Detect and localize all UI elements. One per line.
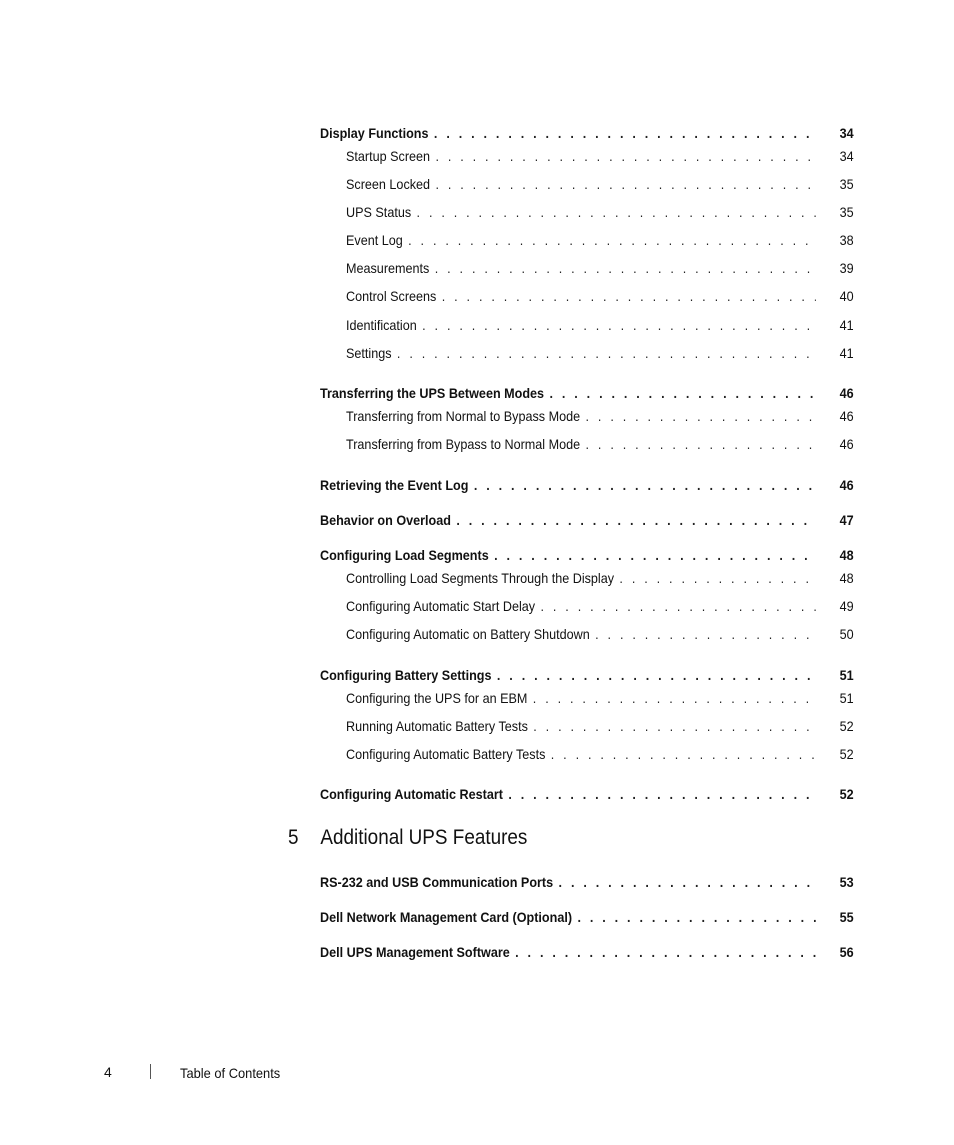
toc-entry-title: Configuring Battery Settings xyxy=(320,667,492,683)
toc-subsection-entry xyxy=(346,744,854,764)
toc-entry-title: Running Automatic Battery Tests xyxy=(346,718,528,734)
toc-page-number: 52 xyxy=(839,718,854,734)
toc-leader-dots xyxy=(435,174,815,194)
toc-page-number: 41 xyxy=(839,345,854,361)
toc-entry-title: Retrieving the Event Log xyxy=(320,477,469,493)
toc-page-number: 52 xyxy=(839,746,854,762)
toc-page-number: 46 xyxy=(839,408,854,424)
toc-subsection-entry xyxy=(346,343,854,363)
toc-entry-title: Display Functions xyxy=(320,125,429,141)
toc-section-entry xyxy=(320,872,854,892)
toc-entry-title: Configuring Automatic Battery Tests xyxy=(346,746,546,762)
toc-section-entry xyxy=(320,907,854,927)
toc-entry-title: Transferring from Normal to Bypass Mode xyxy=(346,408,581,424)
toc-page-number: 34 xyxy=(839,148,854,164)
toc-page-number: 49 xyxy=(839,598,854,614)
toc-leader-dots xyxy=(533,688,816,708)
toc-leader-dots xyxy=(508,784,816,804)
toc-section-entry xyxy=(320,383,854,403)
toc-subsection-entry xyxy=(346,688,854,708)
toc-subsection-entry xyxy=(346,258,854,278)
toc-entry-title: Dell UPS Management Software xyxy=(320,944,510,960)
toc-page-number: 46 xyxy=(839,477,854,493)
toc-page-number: 46 xyxy=(839,385,854,401)
toc-subsection-entry xyxy=(346,716,854,736)
toc-subsection-entry xyxy=(346,624,854,644)
toc-entry-title: Transferring the UPS Between Modes xyxy=(320,385,545,401)
toc-page-number: 56 xyxy=(839,944,854,960)
toc-subsection-entry xyxy=(346,596,854,616)
toc-section-entry xyxy=(320,942,854,962)
toc-leader-dots xyxy=(397,343,816,363)
chapter-number: 5 xyxy=(288,826,299,849)
toc-subsection-entry xyxy=(346,406,854,426)
toc-section-entry xyxy=(320,545,854,565)
toc-leader-dots xyxy=(559,872,816,892)
toc-section-entry xyxy=(320,784,854,804)
toc-entry-title: Configuring the UPS for an EBM xyxy=(346,690,528,706)
toc-entry-title: Configuring Automatic on Battery Shutdown xyxy=(346,626,590,642)
toc-entry-title: Startup Screen xyxy=(346,148,431,164)
toc-leader-dots xyxy=(408,230,816,250)
footer-divider xyxy=(150,1064,151,1079)
toc-page-number: 39 xyxy=(839,260,854,276)
toc-subsection-entry xyxy=(346,202,854,222)
toc-subsection-entry xyxy=(346,286,854,306)
toc-entry-title: Configuring Automatic Start Delay xyxy=(346,598,536,614)
toc-page-number: 51 xyxy=(839,690,854,706)
toc-page-number: 52 xyxy=(839,786,854,802)
toc-entry-title: Controlling Load Segments Through the Display xyxy=(346,570,615,586)
toc-subsection-entry xyxy=(346,174,854,194)
toc-entry-title: Event Log xyxy=(346,232,403,248)
toc-section-entry xyxy=(320,510,854,530)
toc-leader-dots xyxy=(595,624,816,644)
toc-leader-dots xyxy=(435,258,816,278)
toc-page-number: 41 xyxy=(839,317,854,333)
toc-entry-title: RS-232 and USB Communication Ports xyxy=(320,874,554,890)
toc-subsection-entry xyxy=(346,146,854,166)
toc-entry-title: Screen Locked xyxy=(346,176,431,192)
toc-entry-title: Dell Network Management Card (Optional) xyxy=(320,909,573,925)
chapter-heading xyxy=(288,826,527,852)
toc-page-number: 55 xyxy=(839,909,854,925)
toc-page-number: 40 xyxy=(839,288,854,304)
toc-page-number: 47 xyxy=(839,512,854,528)
toc-section-entry xyxy=(320,123,854,143)
toc-section-entry xyxy=(320,665,854,685)
toc-leader-dots xyxy=(586,434,816,454)
footer-section-title: Table of Contents xyxy=(180,1065,281,1081)
toc-entry-title: Transferring from Bypass to Normal Mode xyxy=(346,436,581,452)
toc-leader-dots xyxy=(494,545,816,565)
toc-page-number: 38 xyxy=(839,232,854,248)
toc-page-number: 48 xyxy=(839,570,854,586)
toc-subsection-entry xyxy=(346,568,854,588)
toc-page-number: 46 xyxy=(839,436,854,452)
toc-page-number: 34 xyxy=(839,125,854,141)
toc-page-number: 50 xyxy=(839,626,854,642)
toc-entry-title: Configuring Load Segments xyxy=(320,547,489,563)
toc-leader-dots xyxy=(551,744,816,764)
toc-leader-dots xyxy=(549,383,815,403)
toc-leader-dots xyxy=(456,510,816,530)
toc-page-number: 35 xyxy=(839,204,854,220)
chapter-title: Additional UPS Features xyxy=(320,826,528,849)
toc-page-number: 35 xyxy=(839,176,854,192)
toc-leader-dots xyxy=(417,202,816,222)
toc-leader-dots xyxy=(533,716,816,736)
toc-leader-dots xyxy=(435,146,815,166)
toc-page-number: 53 xyxy=(839,874,854,890)
toc-leader-dots xyxy=(540,596,815,616)
toc-page-number: 51 xyxy=(839,667,854,683)
toc-leader-dots xyxy=(442,286,816,306)
toc-leader-dots xyxy=(619,568,815,588)
toc-entry-title: Measurements xyxy=(346,260,430,276)
toc-leader-dots xyxy=(497,665,816,685)
toc-leader-dots xyxy=(586,406,816,426)
toc-leader-dots xyxy=(422,315,816,335)
toc-entry-title: Behavior on Overload xyxy=(320,512,451,528)
toc-leader-dots xyxy=(434,123,816,143)
toc-entry-title: Identification xyxy=(346,317,417,333)
toc-section-entry xyxy=(320,475,854,495)
toc-leader-dots xyxy=(515,942,816,962)
toc-entry-title: Control Screens xyxy=(346,288,437,304)
toc-entry-title: Settings xyxy=(346,345,392,361)
toc-leader-dots xyxy=(474,475,816,495)
toc-page-number: 48 xyxy=(839,547,854,563)
toc-subsection-entry xyxy=(346,434,854,454)
toc-subsection-entry xyxy=(346,315,854,335)
toc-entry-title: Configuring Automatic Restart xyxy=(320,786,503,802)
footer-page-number: 4 xyxy=(104,1064,112,1080)
toc-leader-dots xyxy=(577,907,815,927)
toc-entry-title: UPS Status xyxy=(346,204,412,220)
toc-subsection-entry xyxy=(346,230,854,250)
